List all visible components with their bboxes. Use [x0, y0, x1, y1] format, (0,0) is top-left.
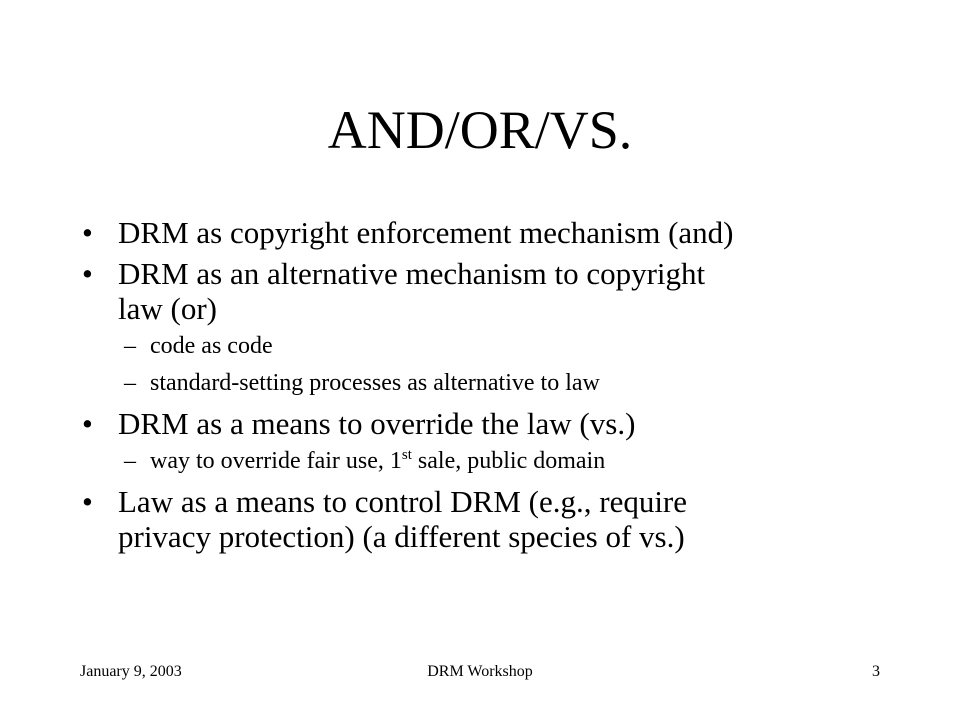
sub-item [80, 447, 880, 476]
bullet-item [80, 484, 880, 554]
footer-title: DRM Workshop [427, 663, 533, 680]
dash-marker: – [124, 448, 136, 474]
bullet-item [80, 215, 880, 250]
sub-text: code as code [150, 333, 273, 359]
sub-text-after: sale, public domain [411, 448, 606, 474]
page-number: 3 [872, 663, 880, 680]
dash-marker: – [124, 370, 136, 396]
dash-marker: – [124, 333, 136, 359]
bullet-marker: • [82, 484, 93, 519]
bullet-marker: • [82, 406, 93, 441]
bullet-item [80, 256, 880, 326]
bullet-item [80, 406, 880, 441]
bullet-text-line: Law as a means to control DRM (e.g., require [118, 484, 688, 519]
bullet-text-line: privacy protection) (a different species of vs.) [118, 519, 685, 554]
sub-item [80, 369, 880, 398]
bullet-marker: • [82, 256, 93, 291]
footer-date: January 9, 2003 [80, 663, 182, 680]
sub-text: standard-setting processes as alternative to law [150, 370, 600, 396]
slide-title: AND/OR/VS. [327, 100, 633, 160]
sub-text-before: way to override fair use, 1 [150, 448, 402, 474]
bullet-text: DRM as copyright enforcement mechanism (and) [118, 215, 734, 250]
ordinal-superscript: st [401, 447, 412, 463]
bullet-text-line: law (or) [118, 291, 217, 326]
bullet-text-line: DRM as an alternative mechanism to copyright [118, 256, 706, 291]
bullet-text: DRM as a means to override the law (vs.) [118, 406, 636, 441]
bullet-marker: • [82, 215, 93, 250]
sub-item [80, 332, 880, 361]
bullet-list [80, 215, 880, 560]
